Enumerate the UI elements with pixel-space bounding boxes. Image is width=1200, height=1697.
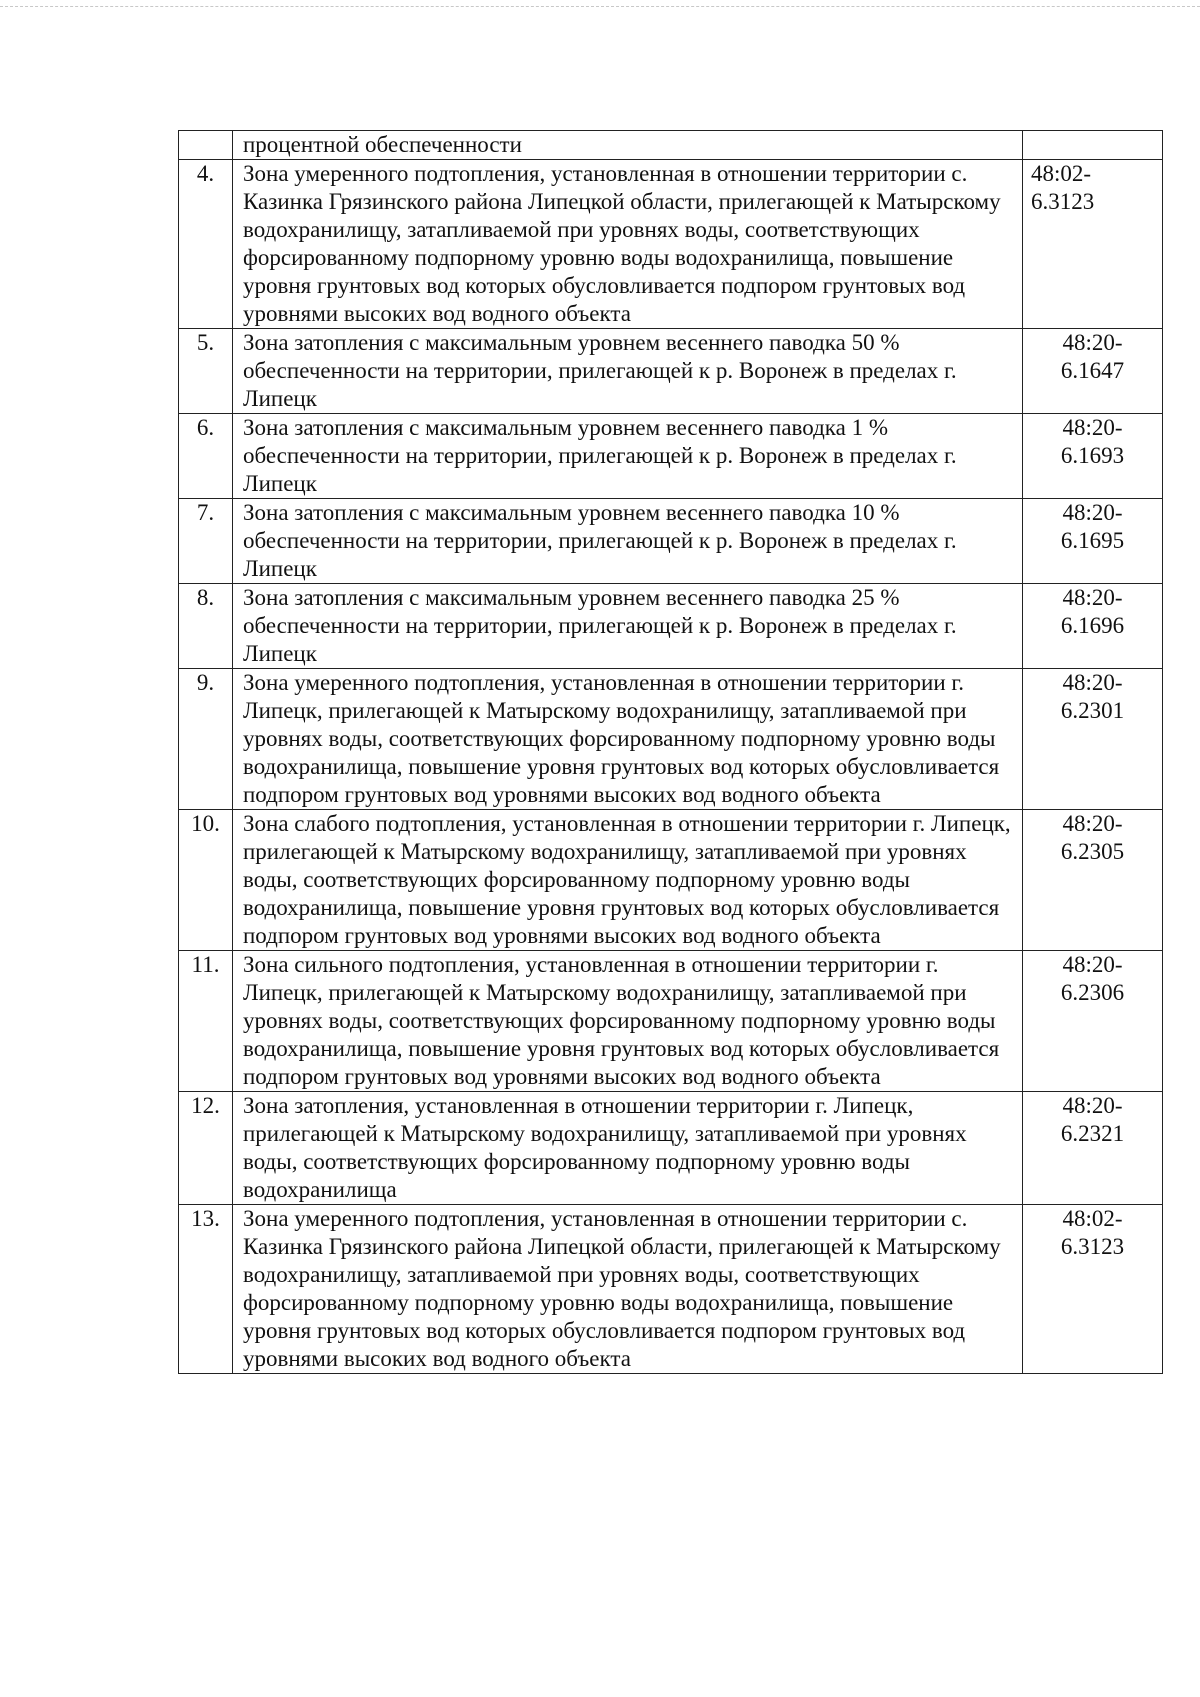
table-row	[179, 669, 1163, 810]
zone-description: Зона сильного подтопления, установленная в отношении территории г. Липецк, прилегающей к Матырскому водохранилищу, затапливаемой при уровнях воды, соответствующих форсированному подпорному уровню воды водохранилища, повышение уровня грунтовых вод которых обусловливается подпором грунтовых вод уровнями высоких вод водного объекта	[233, 951, 1023, 1092]
table-row	[179, 131, 1163, 160]
zone-description: Зона умеренного подтопления, установленная в отношении территории с. Казинка Грязинского района Липецкой области, прилегающей к Матырскому водохранилищу, затапливаемой при уровнях воды, соответствующих форсированному подпорному уровню воды водохранилища, повышение уровня грунтовых вод которых обусловливается подпором грунтовых вод уровнями высоких вод водного объекта	[233, 160, 1023, 329]
registry-number	[1023, 160, 1163, 329]
table-row	[179, 160, 1163, 329]
registry-number-line1: 48:20-	[1062, 811, 1123, 836]
row-number: 11.	[179, 951, 233, 1092]
registry-number	[1023, 1205, 1163, 1374]
registry-number-line2: 6.1696	[1060, 613, 1125, 638]
registry-number-line2: 6.3123	[1031, 189, 1095, 214]
table-row	[179, 329, 1163, 414]
row-number: 13.	[179, 1205, 233, 1374]
zone-description: Зона затопления с максимальным уровнем весеннего паводка 25 % обеспеченности на территории, прилегающей к р. Воронеж в пределах г. Липецк	[233, 584, 1023, 669]
table-row	[179, 810, 1163, 951]
registry-number	[1023, 1092, 1163, 1205]
registry-number-line1: 48:20-	[1062, 952, 1123, 977]
registry-number-line1: 48:02-	[1062, 1206, 1123, 1231]
registry-number	[1023, 669, 1163, 810]
zone-description: Зона умеренного подтопления, установленная в отношении территории г. Липецк, прилегающей к Матырскому водохранилищу, затапливаемой при уровнях воды, соответствующих форсированному подпорному уровню воды водохранилища, повышение уровня грунтовых вод которых обусловливается подпором грунтовых вод уровнями высоких вод водного объекта	[233, 669, 1023, 810]
registry-number-line1: 48:20-	[1062, 330, 1123, 355]
zone-description: процентной обеспеченности	[233, 131, 1023, 160]
registry-number	[1023, 584, 1163, 669]
registry-number	[1023, 329, 1163, 414]
zone-description: Зона затопления с максимальным уровнем весеннего паводка 50 % обеспеченности на территории, прилегающей к р. Воронеж в пределах г. Липецк	[233, 329, 1023, 414]
row-number: 9.	[179, 669, 233, 810]
row-number: 4.	[179, 160, 233, 329]
registry-number-line1: 48:20-	[1062, 585, 1123, 610]
table-row	[179, 1205, 1163, 1374]
registry-number-line1: 48:20-	[1062, 670, 1123, 695]
scan-edge-line	[0, 6, 1200, 7]
registry-number	[1023, 810, 1163, 951]
zones-table	[178, 130, 1163, 1374]
registry-number	[1023, 414, 1163, 499]
table-row	[179, 584, 1163, 669]
registry-number-line1: 48:20-	[1062, 500, 1123, 525]
row-number	[179, 131, 233, 160]
registry-number-line1: 48:20-	[1062, 1093, 1123, 1118]
zone-description: Зона умеренного подтопления, установленная в отношении территории с. Казинка Грязинского района Липецкой области, прилегающей к Матырскому водохранилищу, затапливаемой при уровнях воды, соответствующих форсированному подпорному уровню воды водохранилища, повышение уровня грунтовых вод которых обусловливается подпором грунтовых вод уровнями высоких вод водного объекта	[233, 1205, 1023, 1374]
row-number: 6.	[179, 414, 233, 499]
registry-number-line2: 6.1693	[1060, 443, 1125, 468]
row-number: 10.	[179, 810, 233, 951]
registry-number-line2: 6.2306	[1060, 980, 1125, 1005]
registry-number	[1023, 131, 1163, 160]
table-row	[179, 499, 1163, 584]
registry-number-line2: 6.2301	[1060, 698, 1125, 723]
registry-number-line2: 6.2321	[1060, 1121, 1125, 1146]
zone-description: Зона затопления с максимальным уровнем весеннего паводка 10 % обеспеченности на территории, прилегающей к р. Воронеж в пределах г. Липецк	[233, 499, 1023, 584]
zone-description: Зона затопления, установленная в отношении территории г. Липецк, прилегающей к Матырскому водохранилищу, затапливаемой при уровнях воды, соответствующих форсированному подпорному уровню воды водохранилища	[233, 1092, 1023, 1205]
row-number: 5.	[179, 329, 233, 414]
registry-number-line2: 6.1695	[1060, 528, 1125, 553]
registry-number	[1023, 951, 1163, 1092]
table-row	[179, 414, 1163, 499]
registry-number-line1: 48:20-	[1062, 415, 1123, 440]
zone-description: Зона слабого подтопления, установленная в отношении территории г. Липецк, прилегающей к Матырскому водохранилищу, затапливаемой при уровнях воды, соответствующих форсированному подпорному уровню воды водохранилища, повышение уровня грунтовых вод которых обусловливается подпором грунтовых вод уровнями высоких вод водного объекта	[233, 810, 1023, 951]
registry-number	[1023, 499, 1163, 584]
row-number: 7.	[179, 499, 233, 584]
zone-description: Зона затопления с максимальным уровнем весеннего паводка 1 % обеспеченности на территории, прилегающей к р. Воронеж в пределах г. Липецк	[233, 414, 1023, 499]
registry-number-line2: 6.1647	[1060, 358, 1125, 383]
registry-number-line2: 6.3123	[1060, 1234, 1125, 1259]
table-row	[179, 951, 1163, 1092]
row-number: 8.	[179, 584, 233, 669]
row-number: 12.	[179, 1092, 233, 1205]
table-row	[179, 1092, 1163, 1205]
registry-number-line2: 6.2305	[1060, 839, 1125, 864]
registry-number-line1: 48:02-	[1031, 161, 1092, 186]
